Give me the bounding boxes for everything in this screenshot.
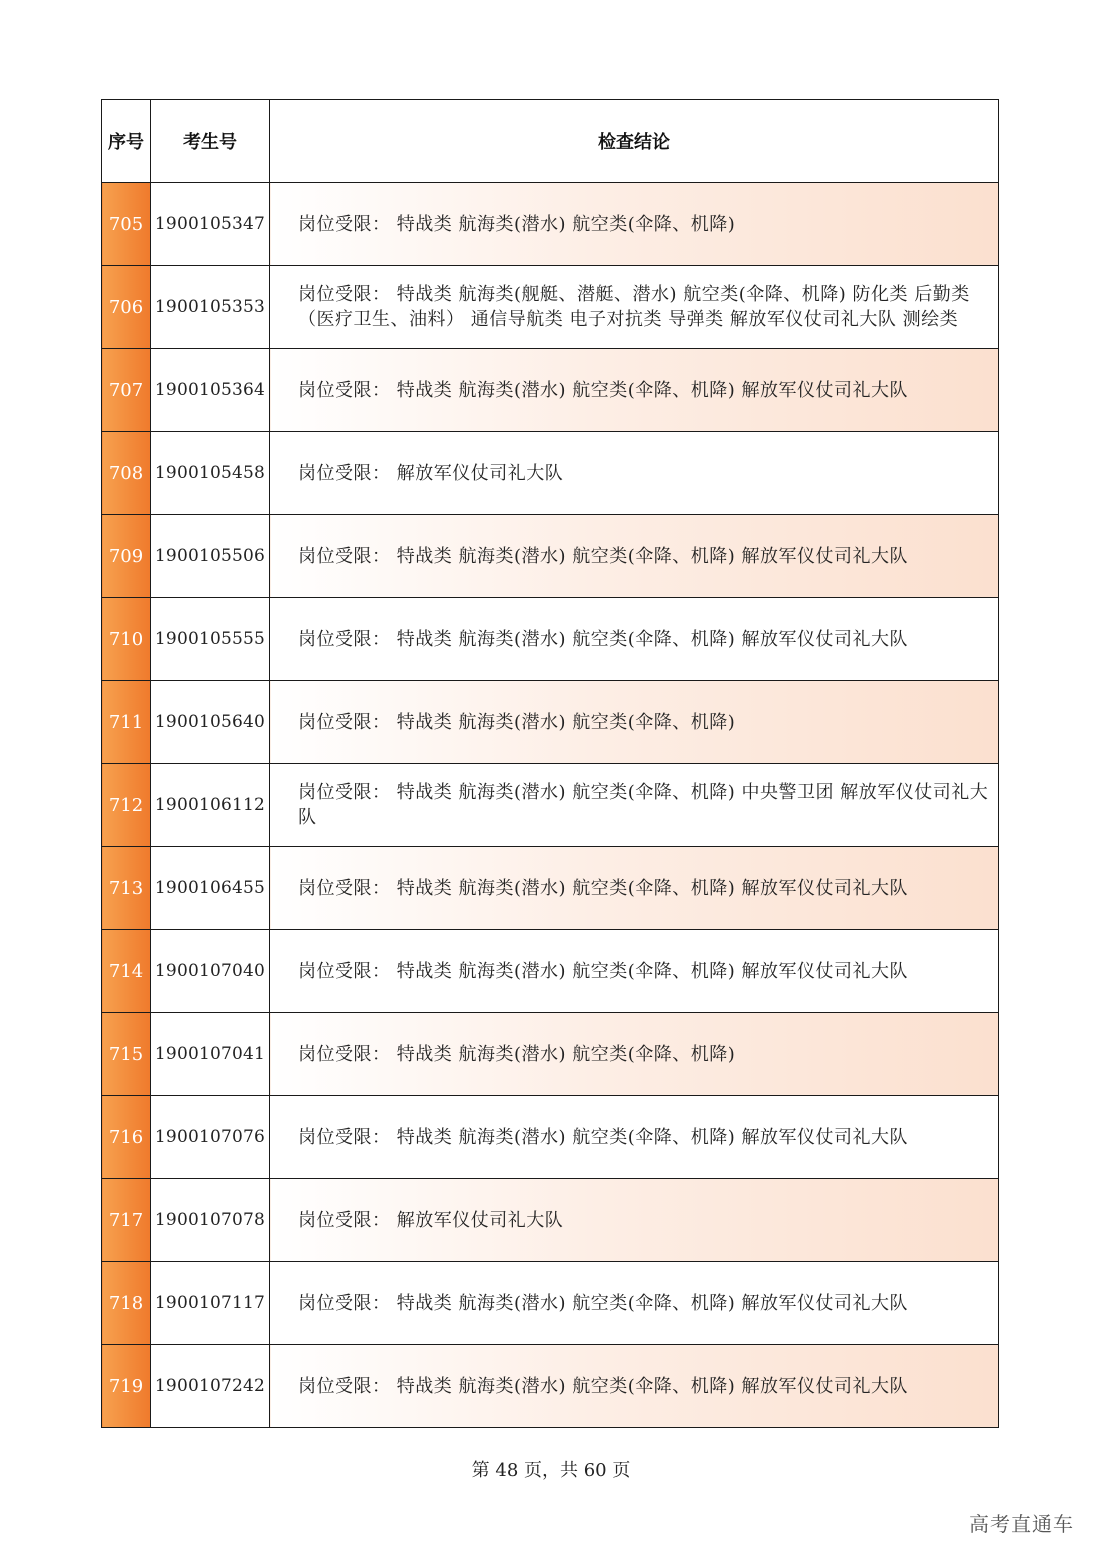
row-id: 1900106455: [151, 847, 270, 930]
row-seq: 710: [102, 598, 151, 681]
table-row: [102, 764, 999, 847]
row-id: 1900105347: [151, 183, 270, 266]
row-seq: 715: [102, 1013, 151, 1096]
row-id: 1900106112: [151, 764, 270, 847]
table-row: [102, 515, 999, 598]
row-id: 1900105458: [151, 432, 270, 515]
row-id: 1900107117: [151, 1262, 270, 1345]
row-conclusion: 岗位受限： 解放军仪仗司礼大队: [270, 432, 999, 515]
row-conclusion: 岗位受限： 特战类 航海类(潜水) 航空类(伞降、机降) 解放军仪仗司礼大队: [270, 930, 999, 1013]
row-seq: 707: [102, 349, 151, 432]
row-seq: 714: [102, 930, 151, 1013]
row-conclusion: 岗位受限： 特战类 航海类(潜水) 航空类(伞降、机降) 解放军仪仗司礼大队: [270, 847, 999, 930]
table-row: [102, 183, 999, 266]
row-id: 1900105555: [151, 598, 270, 681]
row-id: 1900105364: [151, 349, 270, 432]
table-row: [102, 930, 999, 1013]
row-seq: 706: [102, 266, 151, 349]
table-row: [102, 847, 999, 930]
row-id: 1900107078: [151, 1179, 270, 1262]
row-seq: 709: [102, 515, 151, 598]
row-conclusion: 岗位受限： 特战类 航海类(舰艇、潜艇、潜水) 航空类(伞降、机降) 防化类 后勤类（医疗卫生、油料） 通信导航类 电子对抗类 导弹类 解放军仪仗司礼大队 测绘类: [270, 266, 999, 349]
page-number: 第 48 页，共 60 页: [471, 1460, 631, 1481]
table-row: [102, 681, 999, 764]
row-seq: 712: [102, 764, 151, 847]
row-seq: 713: [102, 847, 151, 930]
table-row: [102, 1179, 999, 1262]
table-row: [102, 349, 999, 432]
row-seq: 708: [102, 432, 151, 515]
table-row: [102, 1262, 999, 1345]
row-id: 1900107040: [151, 930, 270, 1013]
row-conclusion: 岗位受限： 特战类 航海类(潜水) 航空类(伞降、机降) 中央警卫团 解放军仪仗司礼大队: [270, 764, 999, 847]
row-conclusion: 岗位受限： 特战类 航海类(潜水) 航空类(伞降、机降) 解放军仪仗司礼大队: [270, 598, 999, 681]
table-row: [102, 598, 999, 681]
row-conclusion: 岗位受限： 特战类 航海类(潜水) 航空类(伞降、机降): [270, 1013, 999, 1096]
table-header-row: [102, 100, 999, 183]
table-row: [102, 266, 999, 349]
results-table: [101, 99, 999, 1428]
row-conclusion: 岗位受限： 特战类 航海类(潜水) 航空类(伞降、机降) 解放军仪仗司礼大队: [270, 1345, 999, 1428]
table-row: [102, 1096, 999, 1179]
row-seq: 705: [102, 183, 151, 266]
row-conclusion: 岗位受限： 特战类 航海类(潜水) 航空类(伞降、机降) 解放军仪仗司礼大队: [270, 1262, 999, 1345]
row-id: 1900105506: [151, 515, 270, 598]
row-seq: 719: [102, 1345, 151, 1428]
row-id: 1900107041: [151, 1013, 270, 1096]
row-seq: 716: [102, 1096, 151, 1179]
header-conclusion: 检查结论: [270, 100, 999, 183]
header-seq: 序号: [102, 100, 151, 183]
row-id: 1900105353: [151, 266, 270, 349]
row-seq: 717: [102, 1179, 151, 1262]
table-row: [102, 1345, 999, 1428]
row-conclusion: 岗位受限： 特战类 航海类(潜水) 航空类(伞降、机降): [270, 681, 999, 764]
watermark-text: 高考直通车: [969, 1512, 1074, 1536]
header-id: 考生号: [151, 100, 270, 183]
row-conclusion: 岗位受限： 解放军仪仗司礼大队: [270, 1179, 999, 1262]
row-id: 1900105640: [151, 681, 270, 764]
table-row: [102, 432, 999, 515]
row-conclusion: 岗位受限： 特战类 航海类(潜水) 航空类(伞降、机降) 解放军仪仗司礼大队: [270, 1096, 999, 1179]
row-seq: 718: [102, 1262, 151, 1345]
row-conclusion: 岗位受限： 特战类 航海类(潜水) 航空类(伞降、机降): [270, 183, 999, 266]
table-row: [102, 1013, 999, 1096]
row-conclusion: 岗位受限： 特战类 航海类(潜水) 航空类(伞降、机降) 解放军仪仗司礼大队: [270, 515, 999, 598]
row-seq: 711: [102, 681, 151, 764]
row-id: 1900107076: [151, 1096, 270, 1179]
row-id: 1900107242: [151, 1345, 270, 1428]
row-conclusion: 岗位受限： 特战类 航海类(潜水) 航空类(伞降、机降) 解放军仪仗司礼大队: [270, 349, 999, 432]
